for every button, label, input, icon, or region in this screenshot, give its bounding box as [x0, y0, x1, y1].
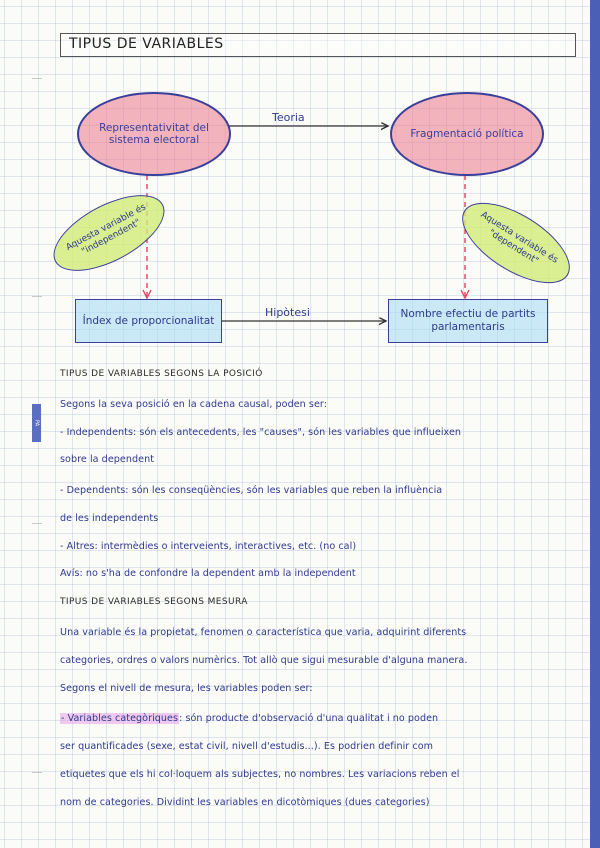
margin-mark: [32, 772, 42, 773]
note-line: Segons el nivell de mesura, les variables poden ser:: [60, 683, 313, 694]
note-line: nom de categories. Dividint les variables en dicotòmiques (dues categories): [60, 797, 430, 808]
side-tag: PA: [32, 404, 41, 442]
note-line: TIPUS DE VARIABLES SEGONS LA POSICIÓ: [60, 369, 263, 379]
note-line: etiquetes que els hi col·loquem als subjectes, no nombres. Les variacions reben el: [60, 769, 460, 780]
highlighted-term: - Variables categòriques: [61, 713, 179, 724]
note-line: ser quantificades (sexe, estat civil, nivell d'estudis...). Es podrien definir com: [60, 741, 434, 752]
note-line: - Altres: intermèdies o interveients, interactives, etc. (no cal): [60, 541, 357, 552]
note-line: categories, ordres o valors numèrics. Tot allò que sigui mesurable d'alguna manera.: [60, 655, 468, 666]
note-line: sobre la dependent: [60, 454, 155, 465]
note-line: - Independents: són els antecedents, les "causes", són les variables que influeixen: [60, 427, 462, 438]
note-line: TIPUS DE VARIABLES SEGONS MESURA: [60, 597, 248, 607]
hypothesis-label: Hipòtesi: [265, 306, 310, 319]
notebook-spine: [590, 0, 600, 848]
indicator-proportionality: Índex de proporcionalitat: [75, 299, 222, 343]
note-independent: Aquesta variable és "independent": [42, 180, 176, 287]
note-line: Una variable és la propietat, fenomen o característica que varia, adquirint diferents: [60, 627, 467, 638]
page-title: TIPUS DE VARIABLES: [69, 36, 224, 52]
note-line-rest: : són producte d'observació d'una qualitat i no poden: [179, 713, 439, 724]
concept-representativeness: Representativitat del sistema electoral: [77, 92, 231, 176]
note-line: [60, 713, 438, 724]
note-dependent: Aquesta variable és "dependent": [449, 187, 582, 299]
margin-mark: [32, 523, 42, 524]
note-line: Avís: no s'ha de confondre la dependent amb la independent: [60, 568, 356, 579]
note-line: - Dependents: són les conseqüències, són les variables que reben la influència: [60, 485, 443, 496]
concept-fragmentation: Fragmentació política: [390, 92, 544, 176]
theory-label: Teoria: [272, 111, 305, 124]
note-line: de les independents: [60, 513, 159, 524]
indicator-parties: Nombre efectiu de partits parlamentaris: [388, 299, 548, 343]
note-line: Segons la seva posició en la cadena causal, poden ser:: [60, 399, 328, 410]
